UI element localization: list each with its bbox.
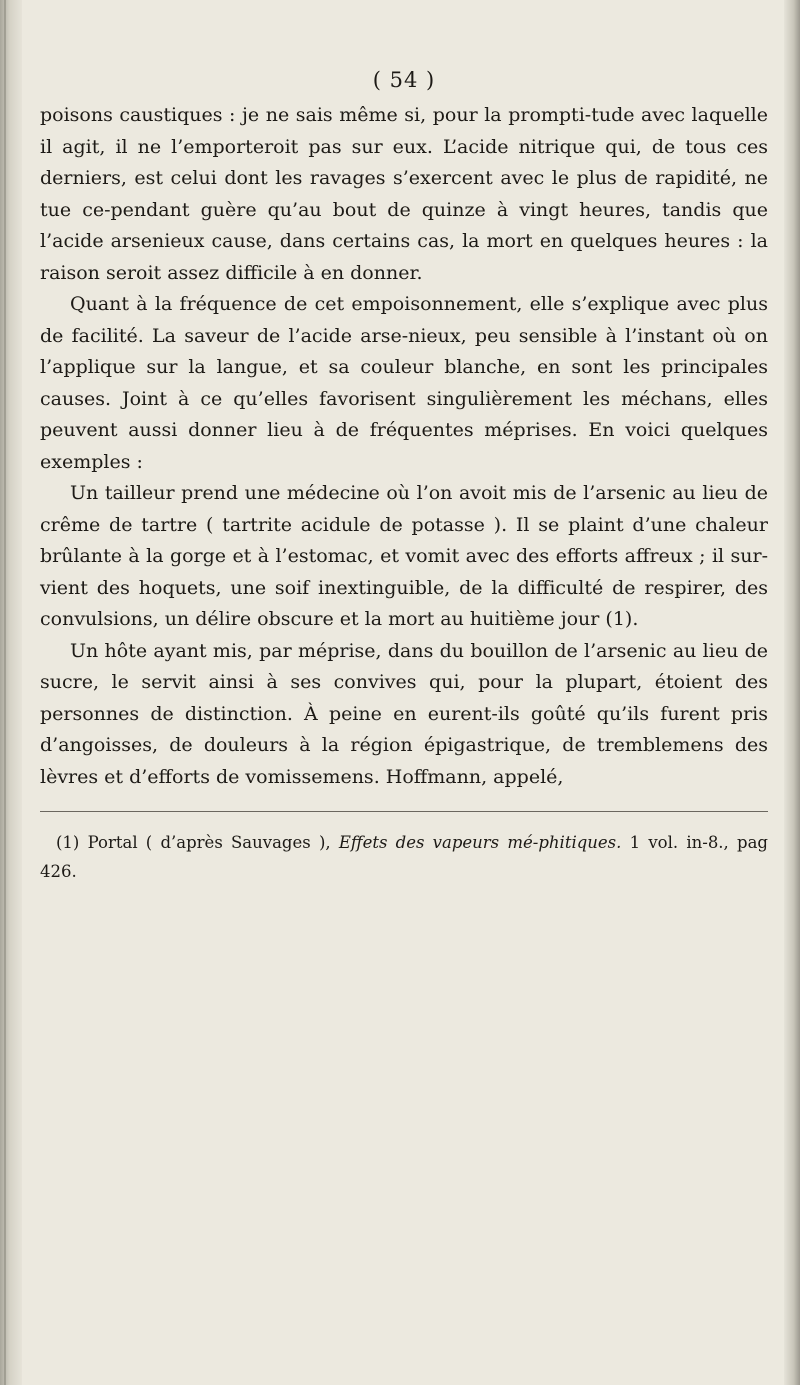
- paragraph-3: Un tailleur prend une médecine où l’on avoit mis de l’arsenic au lieu de crême de tartre ( tartrite acidule de potasse ). Il se plaint d’une chaleur brûlante à la gorge et à l’estomac, et vomit avec des efforts affreux ; il sur-vient des hoquets, une soif inextinguible, de la difficulté de respirer, des convulsions, un délire obscure et la mort au huitième jour (1).: [40, 482, 768, 630]
- paragraph-4: Un hôte ayant mis, par méprise, dans du bouillon de l’arsenic au lieu de sucre, le servit ainsi à ses convives qui, pour la plupart, étoient des personnes de distinction. À peine en eurent-ils goûté qu’ils furent pris d’angoisses, de douleurs à la région épigastrique, de tremblemens des lèvres et d’efforts de vomissemens. Hoffmann, appelé,: [40, 639, 768, 788]
- paragraph-2: Quant à la fréquence de cet empoisonnement, elle s’explique avec plus de facilité. La saveur de l’acide arse-nieux, peu sensible à l’instant où on l’applique sur la langue, et sa couleur blanche, en sont les principales causes. Joint à ce qu’elles favorisent singulièrement les méchans, elles peuvent aussi donner lieu à de fréquentes méprises. En voici quelques exemples :: [40, 293, 768, 473]
- footnote: [40, 828, 768, 886]
- page-edge-right: [784, 0, 800, 1385]
- scanned-page: [40, 68, 768, 886]
- footnote-lead: Portal ( d’après Sauvages ),: [87, 833, 331, 852]
- book-binding-left: [0, 0, 22, 1385]
- footnote-divider: [40, 811, 768, 812]
- footnote-title: Effets des vapeurs mé-phitiques.: [338, 833, 622, 852]
- footnote-marker: (1): [56, 833, 80, 852]
- paragraph-1: poisons caustiques : je ne sais même si, pour la prompti-tude avec laquelle il agit, il ne l’emporteroit pas sur eux. L’acide nitrique qui, de tous ces derniers, est celui dont les ravages s’exercent avec le plus de rapidité, ne tue ce-pendant guère qu’au bout de quinze à vingt heures, tandis que l’acide arsenieux cause, dans certains cas, la mort en quelques heures : la raison seroit assez difficile à en donner.: [40, 104, 768, 284]
- footnote-tail: 1 vol. in-8., pag 426.: [40, 833, 768, 881]
- body-text: [40, 100, 768, 793]
- page-number: ( 54 ): [372, 68, 436, 92]
